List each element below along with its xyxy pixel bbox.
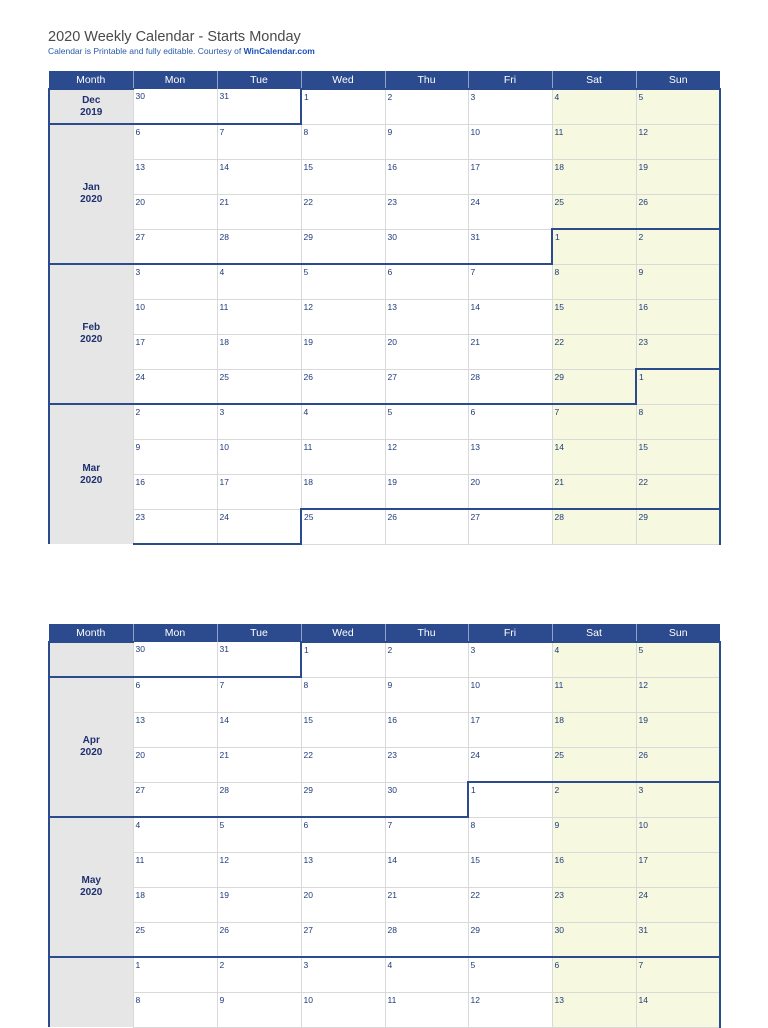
- month-label: [49, 124, 133, 264]
- day-cell[interactable]: 2: [385, 642, 468, 677]
- day-cell[interactable]: 3: [468, 89, 552, 124]
- month-label: [49, 817, 133, 957]
- day-cell[interactable]: 7: [636, 957, 720, 992]
- day-cell[interactable]: 10: [468, 124, 552, 159]
- day-cell[interactable]: 6: [385, 264, 468, 299]
- day-cell[interactable]: 8: [133, 992, 217, 1027]
- day-cell[interactable]: 21: [217, 747, 301, 782]
- weekday-header-thu: Thu: [385, 71, 468, 89]
- day-cell[interactable]: 9: [636, 264, 720, 299]
- day-cell[interactable]: 25: [133, 922, 217, 957]
- day-cell[interactable]: 24: [217, 509, 301, 544]
- day-cell[interactable]: 8: [301, 677, 385, 712]
- weekday-header-fri: Fri: [468, 71, 552, 89]
- day-cell[interactable]: 26: [636, 747, 720, 782]
- day-cell[interactable]: 5: [217, 817, 301, 852]
- month-name: Dec: [82, 94, 101, 106]
- day-cell[interactable]: 20: [301, 887, 385, 922]
- day-cell[interactable]: 3: [133, 264, 217, 299]
- day-cell[interactable]: 5: [385, 404, 468, 439]
- day-cell[interactable]: 22: [301, 747, 385, 782]
- day-cell[interactable]: 6: [468, 404, 552, 439]
- day-cell[interactable]: 25: [301, 509, 385, 544]
- day-cell[interactable]: 21: [468, 334, 552, 369]
- day-cell[interactable]: 26: [301, 369, 385, 404]
- day-cell[interactable]: 12: [636, 124, 720, 159]
- day-cell[interactable]: 11: [301, 439, 385, 474]
- day-cell[interactable]: 8: [301, 124, 385, 159]
- day-cell[interactable]: 14: [217, 159, 301, 194]
- day-cell[interactable]: 2: [217, 957, 301, 992]
- weekday-header-wed: Wed: [301, 71, 385, 89]
- week-row: [49, 229, 720, 264]
- month-year: 2020: [80, 887, 103, 898]
- day-cell[interactable]: 9: [385, 677, 468, 712]
- day-cell[interactable]: 1: [301, 642, 385, 677]
- day-cell[interactable]: 4: [552, 642, 636, 677]
- day-cell[interactable]: 22: [552, 334, 636, 369]
- day-cell[interactable]: 29: [301, 229, 385, 264]
- week-row: [49, 887, 720, 922]
- day-cell[interactable]: 9: [133, 439, 217, 474]
- day-cell[interactable]: 1: [636, 369, 720, 404]
- week-row: [49, 677, 720, 712]
- day-cell[interactable]: 22: [636, 474, 720, 509]
- day-cell[interactable]: 18: [552, 159, 636, 194]
- weekday-header-tue: Tue: [217, 624, 301, 642]
- day-cell[interactable]: 2: [133, 404, 217, 439]
- day-cell[interactable]: 3: [636, 782, 720, 817]
- weekday-header-mon: Mon: [133, 624, 217, 642]
- month-label: [49, 404, 133, 544]
- day-cell[interactable]: 10: [468, 677, 552, 712]
- day-cell[interactable]: 15: [636, 439, 720, 474]
- month-label: [49, 957, 133, 1027]
- day-cell[interactable]: 3: [217, 404, 301, 439]
- weekday-header-sat: Sat: [552, 71, 636, 89]
- day-cell[interactable]: 13: [301, 852, 385, 887]
- day-cell[interactable]: 12: [301, 299, 385, 334]
- month-name: Apr: [82, 735, 100, 746]
- day-cell[interactable]: 2: [552, 782, 636, 817]
- day-cell[interactable]: 13: [133, 159, 217, 194]
- day-cell[interactable]: 27: [301, 922, 385, 957]
- day-cell[interactable]: 17: [636, 852, 720, 887]
- day-cell[interactable]: 2: [385, 89, 468, 124]
- day-cell[interactable]: 27: [468, 509, 552, 544]
- day-cell[interactable]: 23: [636, 334, 720, 369]
- day-cell[interactable]: 11: [552, 677, 636, 712]
- day-cell[interactable]: 14: [217, 712, 301, 747]
- month-year: 2019: [80, 106, 103, 118]
- month-year: 2020: [80, 334, 103, 345]
- day-cell[interactable]: 11: [552, 124, 636, 159]
- weekday-header-sun: Sun: [636, 71, 720, 89]
- calendar-table-1: [48, 71, 721, 545]
- weekday-header-row: [49, 71, 720, 89]
- weekday-header-month: Month: [49, 71, 133, 89]
- week-row: [49, 922, 720, 957]
- month-name: Feb: [82, 322, 101, 333]
- week-row: [49, 992, 720, 1027]
- day-cell[interactable]: 7: [468, 264, 552, 299]
- day-cell[interactable]: 28: [217, 782, 301, 817]
- day-cell[interactable]: 19: [385, 474, 468, 509]
- day-cell[interactable]: 24: [468, 194, 552, 229]
- day-cell[interactable]: 26: [217, 922, 301, 957]
- day-cell[interactable]: 6: [301, 817, 385, 852]
- day-cell[interactable]: 6: [133, 124, 217, 159]
- day-cell[interactable]: 25: [217, 369, 301, 404]
- day-cell[interactable]: 4: [133, 817, 217, 852]
- day-cell[interactable]: 23: [133, 509, 217, 544]
- week-row: [49, 334, 720, 369]
- day-cell[interactable]: 17: [468, 159, 552, 194]
- day-cell[interactable]: 16: [552, 852, 636, 887]
- weekday-header-wed: Wed: [301, 624, 385, 642]
- day-cell[interactable]: 28: [468, 369, 552, 404]
- day-cell[interactable]: 27: [385, 369, 468, 404]
- day-cell[interactable]: 24: [468, 747, 552, 782]
- day-cell[interactable]: 6: [552, 957, 636, 992]
- day-cell[interactable]: 30: [133, 89, 217, 124]
- day-cell[interactable]: 19: [301, 334, 385, 369]
- day-cell[interactable]: 23: [385, 194, 468, 229]
- day-cell[interactable]: 14: [636, 992, 720, 1027]
- day-cell[interactable]: 18: [217, 334, 301, 369]
- day-cell[interactable]: 29: [636, 509, 720, 544]
- day-cell[interactable]: 11: [133, 852, 217, 887]
- day-cell[interactable]: 23: [552, 887, 636, 922]
- day-cell[interactable]: 3: [468, 642, 552, 677]
- day-cell[interactable]: 5: [636, 89, 720, 124]
- day-cell[interactable]: 9: [552, 817, 636, 852]
- day-cell[interactable]: 12: [636, 677, 720, 712]
- day-cell[interactable]: 16: [636, 299, 720, 334]
- day-cell[interactable]: 8: [468, 817, 552, 852]
- subtitle-text: Calendar is Printable and fully editable. Courtesy of: [48, 46, 244, 56]
- day-cell[interactable]: 9: [217, 992, 301, 1027]
- month-label: [49, 642, 133, 677]
- day-cell[interactable]: 27: [133, 782, 217, 817]
- day-cell[interactable]: 11: [385, 992, 468, 1027]
- day-cell[interactable]: 2: [636, 229, 720, 264]
- day-cell[interactable]: 20: [133, 747, 217, 782]
- weekday-header-sat: Sat: [552, 624, 636, 642]
- month-label: [49, 89, 133, 124]
- day-cell[interactable]: 28: [385, 922, 468, 957]
- day-cell[interactable]: 28: [217, 229, 301, 264]
- weekday-header-fri: Fri: [468, 624, 552, 642]
- day-cell[interactable]: 1: [301, 89, 385, 124]
- page-subtitle: [48, 46, 315, 56]
- day-cell[interactable]: 29: [301, 782, 385, 817]
- month-label: [49, 677, 133, 817]
- day-cell[interactable]: 19: [217, 887, 301, 922]
- day-cell[interactable]: 12: [217, 852, 301, 887]
- month-label: [49, 264, 133, 404]
- day-cell[interactable]: 29: [552, 369, 636, 404]
- day-cell[interactable]: 16: [133, 474, 217, 509]
- calendar-table-2: [48, 624, 721, 1028]
- day-cell[interactable]: 24: [636, 887, 720, 922]
- day-cell[interactable]: 5: [636, 642, 720, 677]
- week-row: [49, 159, 720, 194]
- week-row: [49, 474, 720, 509]
- weekday-header-thu: Thu: [385, 624, 468, 642]
- day-cell[interactable]: 10: [133, 299, 217, 334]
- day-cell[interactable]: 4: [385, 957, 468, 992]
- day-cell[interactable]: 4: [301, 404, 385, 439]
- day-cell[interactable]: 21: [385, 887, 468, 922]
- week-row: [49, 89, 720, 124]
- day-cell[interactable]: 3: [301, 957, 385, 992]
- day-cell[interactable]: 14: [468, 299, 552, 334]
- day-cell[interactable]: 1: [552, 229, 636, 264]
- day-cell[interactable]: 8: [552, 264, 636, 299]
- day-cell[interactable]: 31: [217, 642, 301, 677]
- day-cell[interactable]: 14: [552, 439, 636, 474]
- month-name: May: [81, 875, 101, 886]
- day-cell[interactable]: 7: [552, 404, 636, 439]
- day-cell[interactable]: 13: [133, 712, 217, 747]
- weekday-header-month: Month: [49, 624, 133, 642]
- week-row: [49, 404, 720, 439]
- day-cell[interactable]: 6: [133, 677, 217, 712]
- day-cell[interactable]: 19: [636, 712, 720, 747]
- day-cell[interactable]: 22: [301, 194, 385, 229]
- day-cell[interactable]: 17: [468, 712, 552, 747]
- day-cell[interactable]: 28: [552, 509, 636, 544]
- month-name: Mar: [82, 462, 101, 474]
- day-cell[interactable]: 30: [133, 642, 217, 677]
- wincalendar-link[interactable]: WinCalendar.com: [243, 46, 315, 56]
- day-cell[interactable]: 7: [217, 124, 301, 159]
- month-year: 2020: [80, 474, 103, 486]
- day-cell[interactable]: 7: [385, 817, 468, 852]
- day-cell[interactable]: 21: [552, 474, 636, 509]
- day-cell[interactable]: 15: [468, 852, 552, 887]
- day-cell[interactable]: 15: [552, 299, 636, 334]
- day-cell[interactable]: 4: [552, 89, 636, 124]
- day-cell[interactable]: 24: [133, 369, 217, 404]
- weekday-header-tue: Tue: [217, 71, 301, 89]
- week-row: [49, 782, 720, 817]
- day-cell[interactable]: 7: [217, 677, 301, 712]
- month-year: 2020: [80, 747, 103, 758]
- day-cell[interactable]: 1: [133, 957, 217, 992]
- day-cell[interactable]: 18: [552, 712, 636, 747]
- week-row: [49, 747, 720, 782]
- week-row: [49, 369, 720, 404]
- day-cell[interactable]: 18: [133, 887, 217, 922]
- week-row: [49, 194, 720, 229]
- day-cell[interactable]: 14: [385, 852, 468, 887]
- week-row: [49, 957, 720, 992]
- weekday-header-sun: Sun: [636, 624, 720, 642]
- week-row: [49, 509, 720, 544]
- day-cell[interactable]: 15: [301, 712, 385, 747]
- day-cell[interactable]: 27: [133, 229, 217, 264]
- day-cell[interactable]: 10: [301, 992, 385, 1027]
- day-cell[interactable]: 19: [636, 159, 720, 194]
- day-cell[interactable]: 17: [217, 474, 301, 509]
- week-row: [49, 712, 720, 747]
- week-row: [49, 299, 720, 334]
- day-cell[interactable]: 5: [301, 264, 385, 299]
- day-cell[interactable]: 22: [468, 887, 552, 922]
- week-row: [49, 642, 720, 677]
- day-cell[interactable]: 13: [552, 992, 636, 1027]
- page-title: 2020 Weekly Calendar - Starts Monday: [48, 29, 301, 45]
- day-cell[interactable]: 30: [552, 922, 636, 957]
- week-row: [49, 852, 720, 887]
- week-row: [49, 817, 720, 852]
- day-cell[interactable]: 9: [385, 124, 468, 159]
- day-cell[interactable]: 8: [636, 404, 720, 439]
- day-cell[interactable]: 18: [301, 474, 385, 509]
- day-cell[interactable]: 21: [217, 194, 301, 229]
- day-cell[interactable]: 25: [552, 747, 636, 782]
- day-cell[interactable]: 16: [385, 159, 468, 194]
- day-cell[interactable]: 29: [468, 922, 552, 957]
- day-cell[interactable]: 1: [468, 782, 552, 817]
- day-cell[interactable]: 10: [217, 439, 301, 474]
- day-cell[interactable]: 20: [468, 474, 552, 509]
- day-cell[interactable]: 30: [385, 229, 468, 264]
- week-row: [49, 264, 720, 299]
- day-cell[interactable]: 31: [636, 922, 720, 957]
- day-cell[interactable]: 17: [133, 334, 217, 369]
- weekday-header-mon: Mon: [133, 71, 217, 89]
- day-cell[interactable]: 31: [217, 89, 301, 124]
- month-year: 2020: [80, 194, 103, 205]
- day-cell[interactable]: 5: [468, 957, 552, 992]
- day-cell[interactable]: 25: [552, 194, 636, 229]
- day-cell[interactable]: 26: [636, 194, 720, 229]
- month-name: Jan: [82, 182, 100, 193]
- day-cell[interactable]: 11: [217, 299, 301, 334]
- day-cell[interactable]: 20: [385, 334, 468, 369]
- day-cell[interactable]: 15: [301, 159, 385, 194]
- day-cell[interactable]: 12: [468, 992, 552, 1027]
- day-cell[interactable]: 26: [385, 509, 468, 544]
- week-row: [49, 124, 720, 159]
- day-cell[interactable]: 23: [385, 747, 468, 782]
- day-cell[interactable]: 20: [133, 194, 217, 229]
- day-cell[interactable]: 13: [468, 439, 552, 474]
- day-cell[interactable]: 12: [385, 439, 468, 474]
- day-cell[interactable]: 10: [636, 817, 720, 852]
- week-row: [49, 439, 720, 474]
- day-cell[interactable]: 30: [385, 782, 468, 817]
- day-cell[interactable]: 13: [385, 299, 468, 334]
- day-cell[interactable]: 4: [217, 264, 301, 299]
- day-cell[interactable]: 31: [468, 229, 552, 264]
- weekday-header-row: [49, 624, 720, 642]
- day-cell[interactable]: 16: [385, 712, 468, 747]
